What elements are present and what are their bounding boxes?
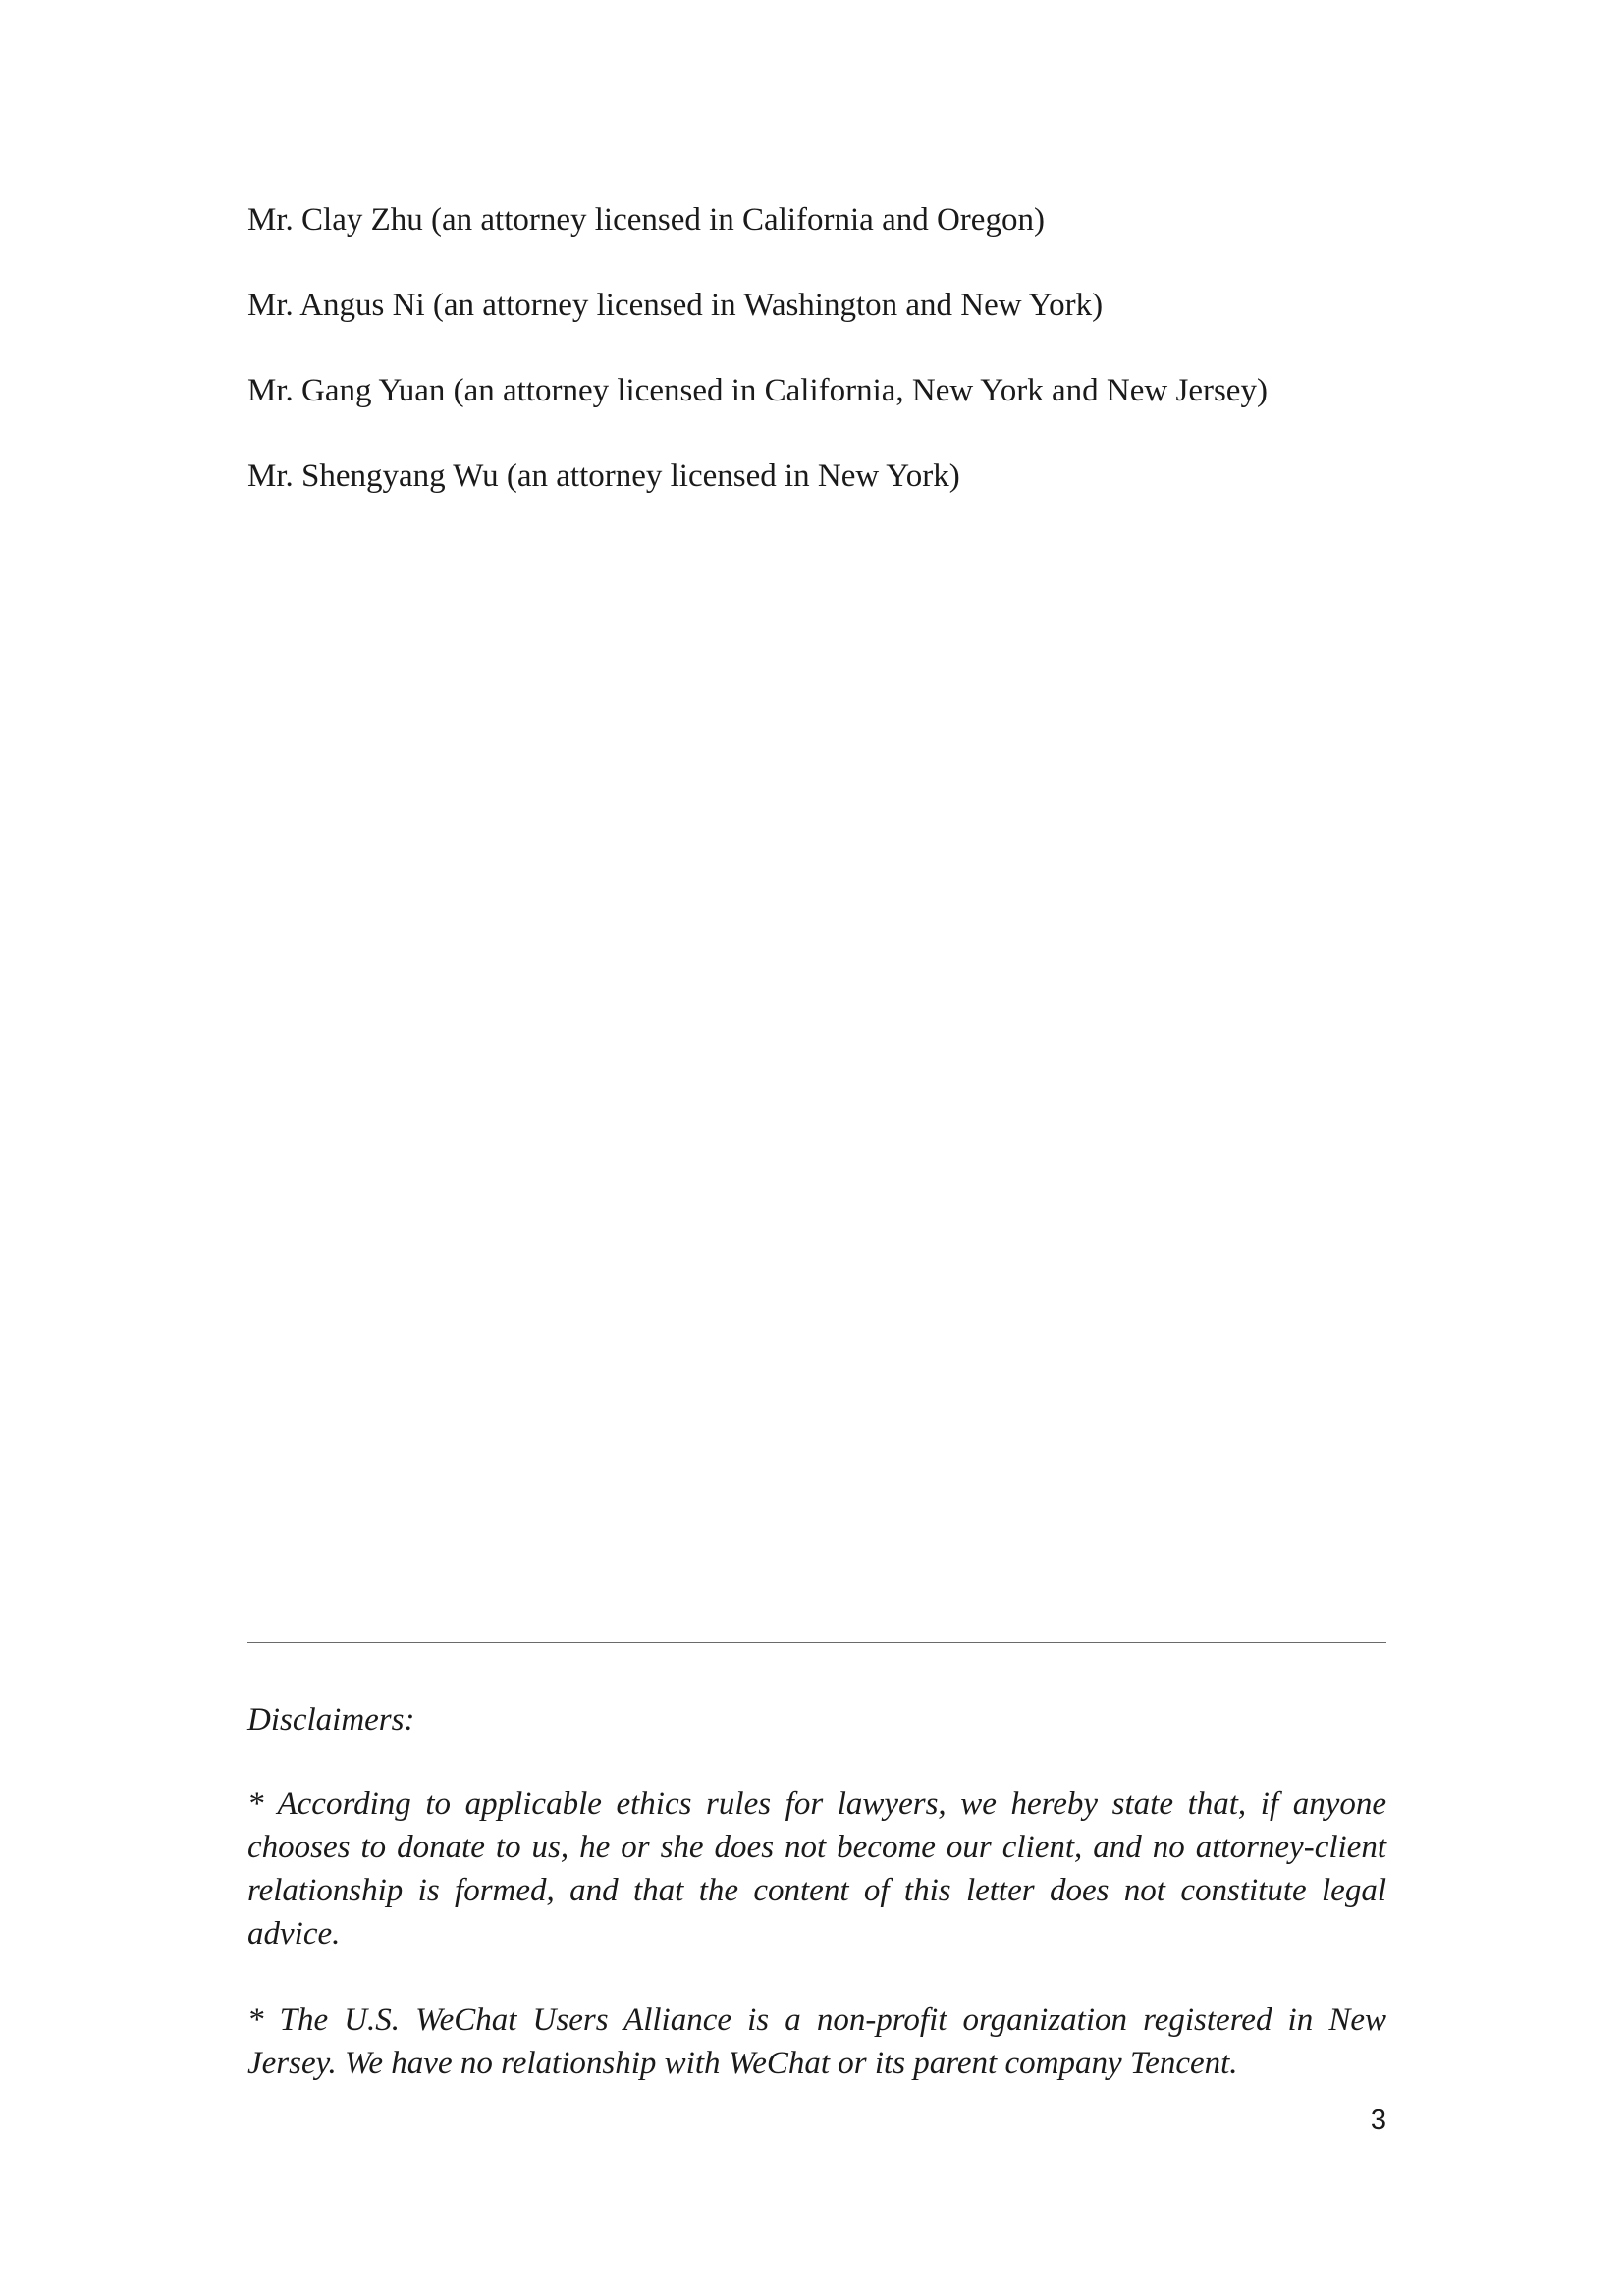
page-number: 3 (1370, 2105, 1386, 2136)
disclaimers-section (247, 1698, 1386, 2128)
attorney-entry-shengyang-wu: Mr. Shengyang Wu (an attorney licensed in New York) (247, 458, 960, 494)
attorney-entry-gang-yuan: Mr. Gang Yuan (an attorney licensed in California, New York and New Jersey) (247, 373, 1268, 408)
attorney-entry-angus-ni: Mr. Angus Ni (an attorney licensed in Washington and New York) (247, 288, 1104, 323)
attorney-entry-clay-zhu: Mr. Clay Zhu (an attorney licensed in California and Oregon) (247, 202, 1045, 238)
footnote-separator-line (247, 1642, 1386, 1643)
disclaimer-ethics-paragraph: * According to applicable ethics rules for lawyers, we hereby state that, if anyone chooses to donate to us, he or she does not become our client, and no attorney-client relationship is formed, and that the content of this letter does not constitute legal advice. (247, 1787, 1386, 1951)
attorney-list (247, 196, 1386, 538)
disclaimer-organization-paragraph: * The U.S. WeChat Users Alliance is a non-profit organization registered in New Jersey. We have no relationship with WeChat or its parent company Tencent. (247, 2002, 1386, 2081)
disclaimers-heading: Disclaimers: (247, 1702, 415, 1737)
